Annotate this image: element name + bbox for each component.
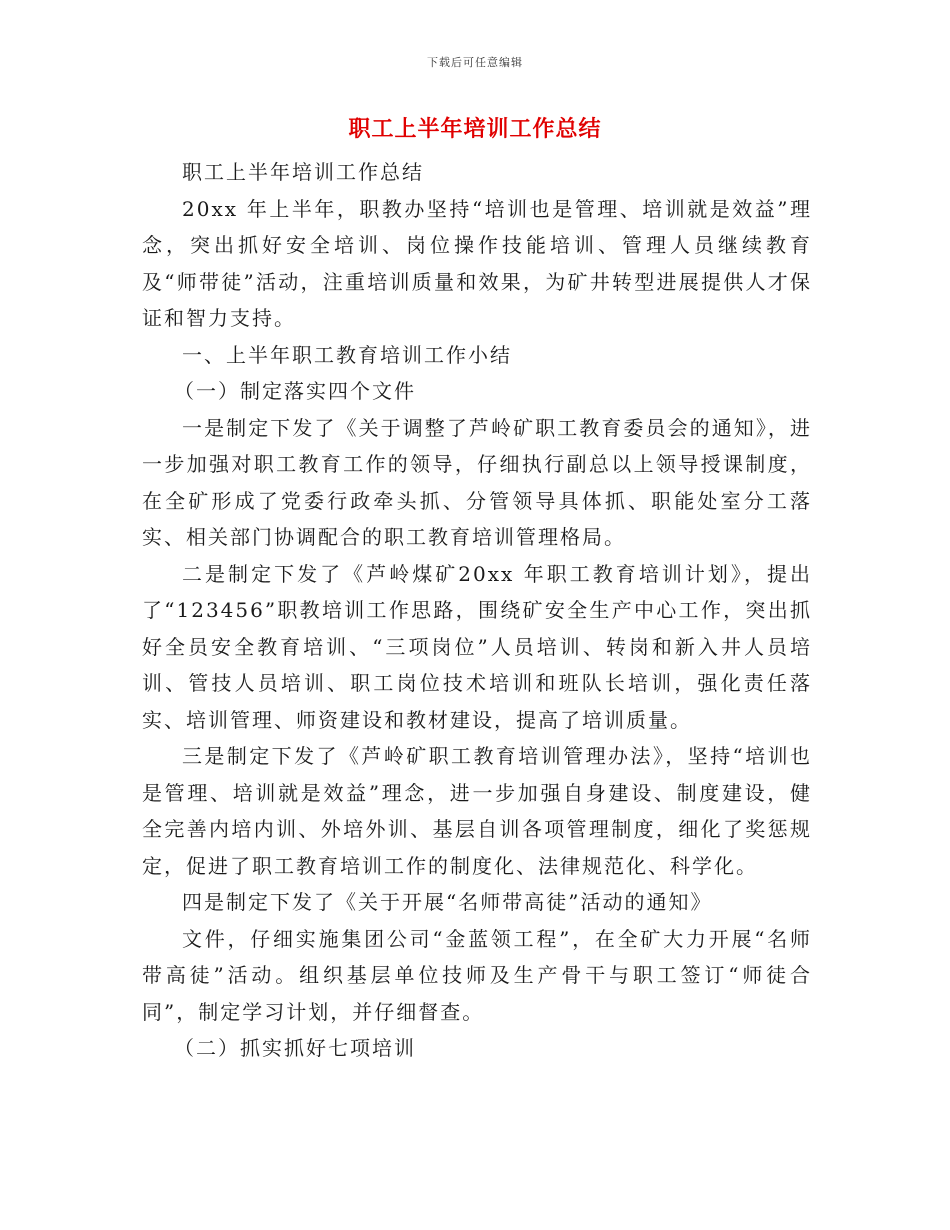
paragraph-item-1: 一是制定下发了《关于调整了芦岭矿职工教育委员会的通知》，进一步加强对职工教育工作的领导，仔细执行副总以上领导授课制度，在全矿形成了党委行政牵头抓、分管领导具体抓、职能处室分工落实、相关部门协调配合的职工教育培训管理格局。 bbox=[142, 415, 812, 549]
document-body bbox=[142, 154, 812, 1067]
paragraph-subtitle: 职工上半年培训工作总结 bbox=[182, 160, 424, 184]
paragraph-intro: 20xx 年上半年，职教办坚持“培训也是管理、培训就是效益”理念，突出抓好安全培训、岗位操作技能培训、管理人员继续教育及“师带徒”活动，注重培训质量和效果，为矿井转型进展提供人才保证和智力支持。 bbox=[142, 196, 812, 330]
section-heading-1: 一、上半年职工教育培训工作小结 bbox=[182, 342, 512, 367]
paragraph-item-2: 二是制定下发了《芦岭煤矿20xx 年职工教育培训计划》，提出了“123456”职教培训工作思路，围绕矿安全生产中心工作，突出抓好全员安全教育培训、“三项岗位”人员培训、转岗和新入井人员培训、管技人员培训、职工岗位技术培训和班队长培训，强化责任落实、培训管理、师资建设和教材建设，提高了培训质量。 bbox=[142, 561, 812, 732]
paragraph-item-3: 三是制定下发了《芦岭矿职工教育培训管理办法》，坚持“培训也是管理、培训就是效益”理念，进一步加强自身建设、制度建设，健全完善内培内训、外培外训、基层自训各项管理制度，细化了奖惩规定，促进了职工教育培训工作的制度化、法律规范化、科学化。 bbox=[142, 744, 812, 878]
subsection-heading-1: （一）制定落实四个文件 bbox=[174, 379, 416, 403]
document-title: 职工上半年培训工作总结 bbox=[348, 116, 602, 142]
paragraph-item-4-cont: 文件，仔细实施集团公司“金蓝领工程”，在全矿大力开展“名师带高徒”活动。组织基层单位技师及生产骨干与职工签订“师徒合同”，制定学习计划，并仔细督查。 bbox=[142, 926, 812, 1024]
header-note: 下载后可任意编辑 bbox=[427, 56, 523, 69]
subsection-heading-2: （二）抓实抓好七项培训 bbox=[174, 1036, 416, 1060]
paragraph-item-4: 四是制定下发了《关于开展“名师带高徒”活动的通知》 bbox=[182, 890, 713, 914]
